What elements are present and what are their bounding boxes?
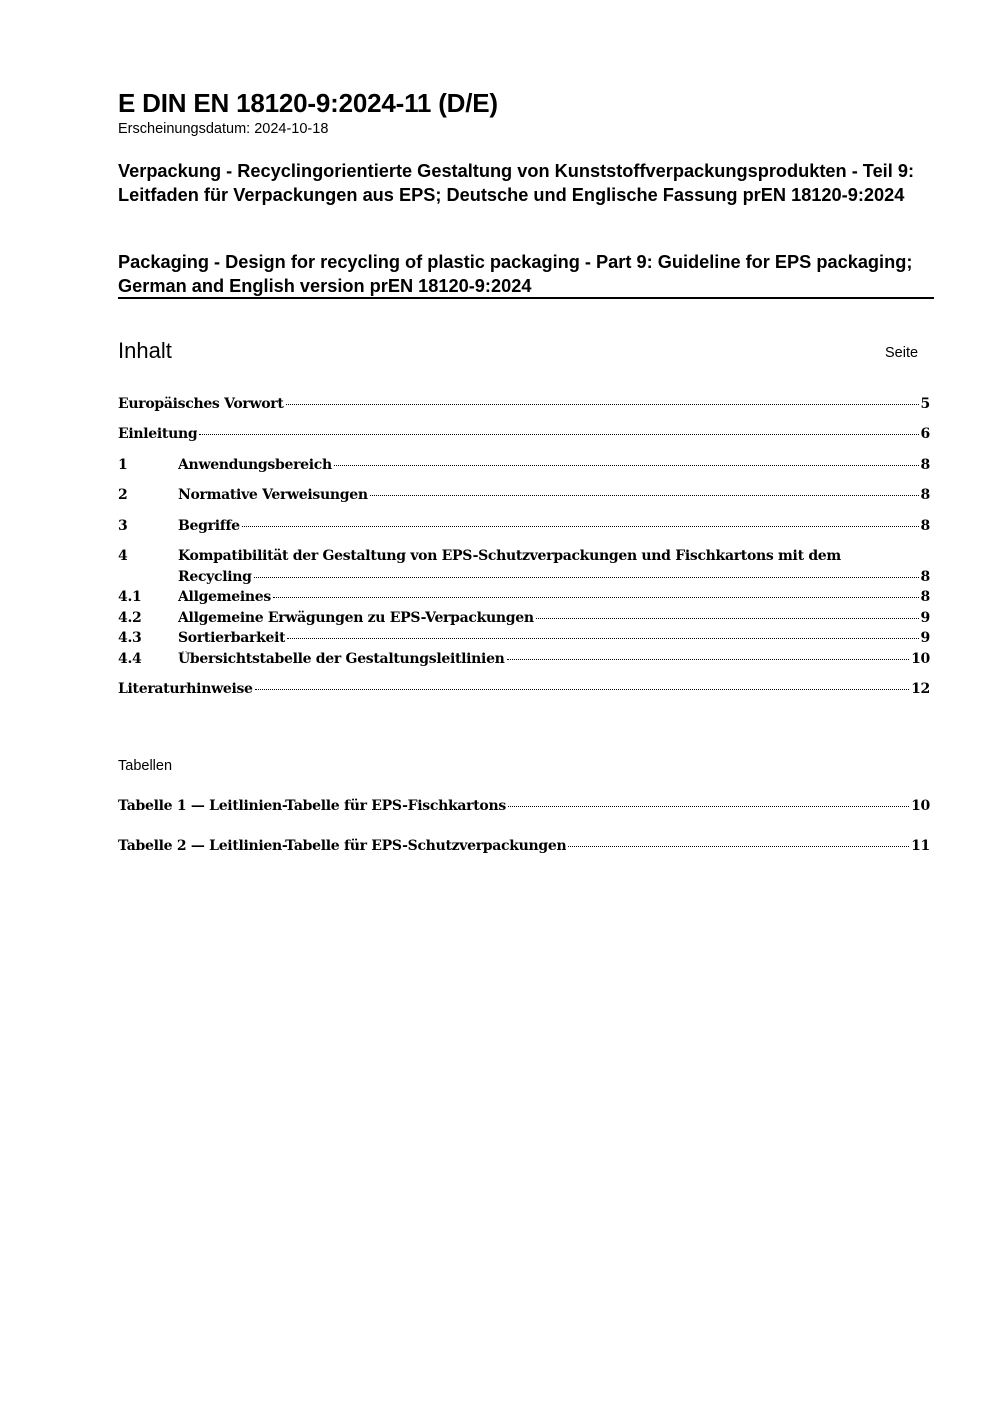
- tables-heading: Tabellen: [118, 758, 173, 774]
- document-code: E DIN EN 18120-9:2024-11 (D/E): [118, 88, 498, 118]
- toc-entry-number: 2: [118, 487, 128, 503]
- toc-entry-bibliography[interactable]: [118, 681, 930, 697]
- toc-entry-page: 8: [920, 589, 930, 605]
- dot-leader: [508, 806, 909, 807]
- table-entry-1[interactable]: [118, 798, 930, 814]
- table-entry-page: 11: [911, 838, 930, 854]
- toc-entry-text: Einleitung: [118, 426, 198, 442]
- toc-entry-text: Normative Verweisungen: [178, 487, 368, 503]
- title-german: Verpackung - Recyclingorientierte Gestaltung von Kunststoffverpackungsprodukten - Teil 9: Leitfaden für Verpackungen aus EPS; Deutsche und Englische Fassung prEN 18120-9:2024: [118, 161, 915, 205]
- dot-leader: [286, 404, 919, 405]
- toc-entry-page: 12: [911, 681, 930, 697]
- table-entry-page: 10: [911, 798, 930, 814]
- toc-entry-foreword[interactable]: [118, 396, 930, 412]
- toc-entry-4-4[interactable]: [118, 651, 930, 667]
- toc-entry-page: 8: [920, 457, 930, 473]
- toc-entry-page: 8: [920, 569, 930, 585]
- toc-entry-page: 9: [920, 610, 930, 626]
- table-entry-text: Tabelle 1 — Leitlinien-Tabelle für EPS-Fischkartons: [118, 798, 506, 814]
- dot-leader: [199, 434, 918, 435]
- toc-entry-page: 8: [920, 518, 930, 534]
- contents-heading: Inhalt: [118, 338, 172, 363]
- toc-entry-number: 1: [118, 457, 128, 473]
- toc-entry-text: Begriffe: [178, 518, 240, 534]
- toc-entry-4-3[interactable]: [118, 630, 930, 646]
- dot-leader: [287, 638, 918, 639]
- title-english: Packaging - Design for recycling of plastic packaging - Part 9: Guideline for EPS packaging; German and English version prEN 18120-9:2024: [118, 252, 913, 296]
- toc-entry-2[interactable]: [118, 487, 930, 503]
- toc-entry-introduction[interactable]: [118, 426, 930, 442]
- toc-entry-text: Literaturhinweise: [118, 681, 253, 697]
- table-entry-2[interactable]: [118, 838, 930, 854]
- dot-leader: [255, 689, 909, 690]
- dot-leader: [273, 597, 919, 598]
- table-entry-text: Tabelle 2 — Leitlinien-Tabelle für EPS-Schutzverpackungen: [118, 838, 567, 854]
- toc-entry-number: 4.4: [118, 651, 142, 667]
- dot-leader: [370, 495, 919, 496]
- toc-entry-page: 5: [920, 396, 930, 412]
- toc-entry-text: Europäisches Vorwort: [118, 396, 284, 412]
- toc-entry-page: 6: [920, 426, 930, 442]
- dot-leader: [334, 465, 919, 466]
- publication-date: Erscheinungsdatum: 2024-10-18: [118, 121, 329, 137]
- toc-entry-page: 10: [911, 651, 930, 667]
- dot-leader: [242, 526, 919, 527]
- dot-leader: [507, 659, 910, 660]
- toc-entry-number: 3: [118, 518, 128, 534]
- toc-entry-text: Sortierbarkeit: [178, 630, 286, 646]
- page-column-label: Seite: [885, 345, 919, 361]
- toc-entry-1[interactable]: [118, 457, 930, 473]
- toc-entry-text: Übersichtstabelle der Gestaltungsleitlinien: [178, 651, 505, 667]
- dot-leader: [568, 846, 909, 847]
- toc-entry-text: Recycling: [178, 569, 252, 585]
- toc-entry-page: 9: [920, 630, 930, 646]
- toc-entry-number: 4.1: [118, 589, 142, 605]
- toc-entry-4-line1[interactable]: Kompatibilität der Gestaltung von EPS-Schutzverpackungen und Fischkartons mit dem: [178, 548, 841, 564]
- toc-entry-number: 4: [118, 548, 128, 564]
- toc-entry-number: 4.3: [118, 630, 142, 646]
- toc-entry-number: 4.2: [118, 610, 142, 626]
- toc-entry-text: Allgemeine Erwägungen zu EPS-Verpackungen: [178, 610, 534, 626]
- toc-entry-4-2[interactable]: [118, 610, 930, 626]
- toc-entry-page: 8: [920, 487, 930, 503]
- toc-entry-text: Anwendungsbereich: [178, 457, 332, 473]
- dot-leader: [536, 618, 919, 619]
- dot-leader: [254, 577, 919, 578]
- toc-entry-text: Allgemeines: [178, 589, 271, 605]
- toc-entry-4[interactable]: [118, 569, 930, 585]
- toc-entry-4-1[interactable]: [118, 589, 930, 605]
- title-divider: [118, 297, 934, 299]
- toc-entry-3[interactable]: [118, 518, 930, 534]
